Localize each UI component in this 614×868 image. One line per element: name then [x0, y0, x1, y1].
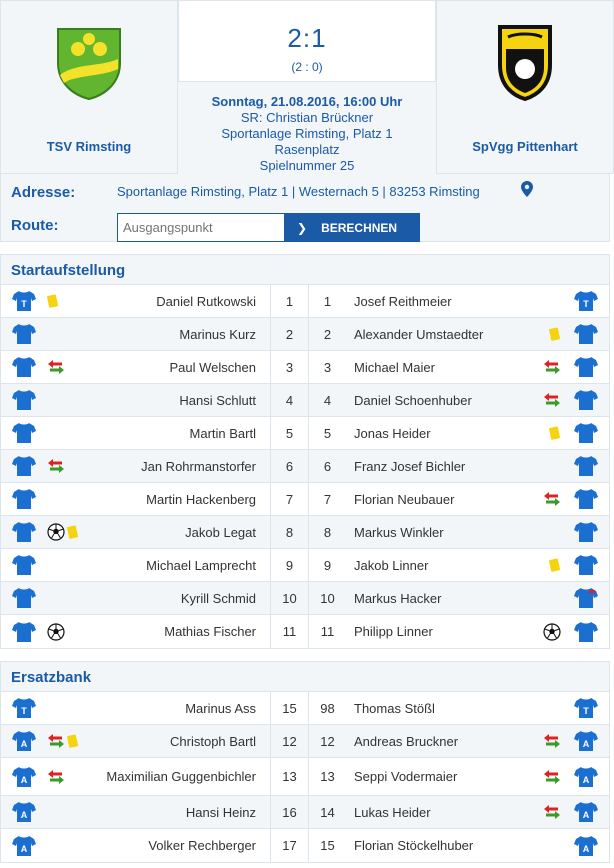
substitution-icon — [543, 805, 563, 819]
jersey-icon — [1, 521, 47, 543]
home-player-name[interactable]: Paul Welschen — [169, 359, 256, 375]
home-player-number: 16 — [270, 796, 308, 828]
jersey-icon — [1, 290, 47, 312]
player-row — [1, 318, 609, 351]
jersey-icon — [1, 422, 47, 444]
jersey-icon — [1, 389, 47, 411]
match-info — [212, 94, 403, 174]
svg-text:A: A — [20, 739, 28, 749]
home-player-name[interactable]: Christoph Bartl — [170, 733, 256, 749]
lineup-section — [0, 254, 610, 649]
home-events — [47, 734, 95, 749]
player-row — [1, 582, 609, 615]
address-label: Adresse: — [11, 184, 76, 201]
jersey-icon — [563, 587, 609, 609]
away-player-number: 11 — [308, 615, 346, 648]
yellow-card-icon — [67, 525, 81, 540]
yellow-card-icon — [549, 426, 563, 441]
player-row — [1, 725, 609, 758]
bench-section — [0, 661, 610, 863]
away-events — [515, 805, 563, 819]
jersey-icon — [563, 554, 609, 576]
jersey-icon — [1, 356, 47, 378]
jersey-icon — [1, 766, 47, 788]
svg-text:A: A — [582, 774, 590, 785]
jersey-icon — [563, 356, 609, 378]
jersey-icon — [563, 835, 609, 857]
substitution-icon — [543, 393, 563, 407]
referee: SR: Christian Brückner — [240, 110, 374, 125]
away-player-name[interactable]: Daniel Schoenhuber — [354, 392, 472, 408]
home-player-number: 5 — [270, 417, 308, 449]
jersey-icon — [563, 422, 609, 444]
jersey-icon — [563, 521, 609, 543]
away-player-number: 2 — [308, 318, 346, 350]
away-events — [515, 558, 563, 573]
jersey-icon — [563, 389, 609, 411]
home-player-number: 8 — [270, 516, 308, 548]
halftime-score: (2 : 0) — [291, 60, 323, 74]
away-player-number: 98 — [308, 692, 346, 724]
svg-text:T: T — [21, 706, 27, 716]
jersey-icon — [563, 801, 609, 823]
match-date: Sonntag, 21.08.2016, 16:00 Uhr — [211, 94, 403, 109]
map-pin-icon[interactable] — [521, 181, 533, 197]
jersey-icon — [563, 621, 609, 643]
jersey-icon — [1, 488, 47, 510]
away-player-number: 7 — [308, 483, 346, 515]
away-player-name[interactable]: Thomas Stößl — [354, 700, 435, 716]
home-player-number: 15 — [270, 692, 308, 724]
away-player-number: 3 — [308, 351, 346, 383]
substitution-icon — [543, 734, 563, 748]
chevron-right-icon: ❯ — [297, 220, 308, 235]
player-row — [1, 796, 609, 829]
svg-text:T: T — [583, 706, 589, 716]
away-player-number: 9 — [308, 549, 346, 581]
home-player-name[interactable]: Martin Bartl — [189, 425, 256, 441]
home-player-number: 10 — [270, 582, 308, 614]
home-player-name[interactable]: Hansi Schlutt — [179, 392, 256, 408]
home-player-number: 1 — [270, 285, 308, 317]
match-header — [0, 0, 614, 174]
home-player-name[interactable]: Mathias Fischer — [164, 624, 256, 639]
away-player-number: 1 — [308, 285, 346, 317]
substitution-icon — [543, 360, 563, 374]
home-player-name[interactable]: Jan Rohrmanstorfer — [141, 458, 256, 474]
player-row — [1, 829, 609, 862]
home-player-name[interactable]: Michael Lamprecht — [146, 557, 256, 573]
jersey-icon — [1, 455, 47, 477]
home-player-name[interactable]: Martin Hackenberg — [146, 491, 256, 507]
substitution-icon — [543, 492, 563, 506]
away-player-name[interactable]: Markus Hacker — [354, 590, 442, 606]
home-events — [47, 770, 95, 784]
home-player-number: 7 — [270, 483, 308, 515]
away-team[interactable] — [436, 0, 614, 174]
player-row — [1, 692, 609, 725]
away-events — [515, 393, 563, 407]
calculate-route-label: BERECHNEN — [321, 220, 398, 235]
away-player-name[interactable]: Andreas Bruckner — [354, 733, 459, 749]
away-player-name[interactable]: Philipp Linner — [354, 624, 433, 639]
jersey-icon — [1, 835, 47, 857]
player-row — [1, 450, 609, 483]
player-row — [1, 615, 609, 648]
jersey-icon — [563, 697, 609, 719]
svg-text:A: A — [20, 774, 28, 785]
away-events — [515, 360, 563, 374]
address-text[interactable]: Sportanlage Rimsting, Platz 1 | Westernach 5 | 83253 Rimsting — [117, 184, 480, 199]
home-events — [47, 523, 95, 541]
home-events — [47, 294, 95, 309]
home-player-number: 2 — [270, 318, 308, 350]
substitution-icon — [47, 360, 67, 374]
home-player-number: 13 — [270, 758, 308, 795]
jersey-icon — [1, 554, 47, 576]
substitution-icon — [543, 770, 563, 784]
jersey-icon — [563, 488, 609, 510]
away-player-number: 14 — [308, 796, 346, 828]
jersey-icon — [1, 730, 47, 752]
home-team-name[interactable]: TSV Rimsting — [46, 139, 132, 154]
away-player-name[interactable]: Josef Reithmeier — [354, 293, 452, 309]
away-player-number: 12 — [308, 725, 346, 757]
away-player-number: 8 — [308, 516, 346, 548]
away-player-name[interactable]: Lukas Heider — [354, 804, 431, 820]
goal-ball-icon — [47, 523, 67, 541]
surface: Rasenplatz — [274, 142, 340, 157]
jersey-icon — [1, 801, 47, 823]
away-player-name[interactable]: Markus Winkler — [354, 524, 444, 540]
jersey-icon — [563, 730, 609, 752]
home-events — [47, 360, 95, 374]
svg-text:T: T — [583, 299, 589, 309]
home-player-number: 17 — [270, 829, 308, 862]
jersey-icon — [563, 766, 609, 788]
svg-text:A: A — [582, 739, 590, 749]
goal-ball-icon — [543, 623, 563, 641]
away-team-name[interactable]: SpVgg Pittenhart — [472, 139, 578, 154]
away-player-number: 13 — [308, 758, 346, 795]
away-player-name[interactable]: Franz Josef Bichler — [354, 458, 466, 474]
home-player-number: 6 — [270, 450, 308, 482]
address-panel — [0, 174, 610, 242]
bench-title: Ersatzbank — [1, 662, 609, 692]
jersey-icon — [563, 455, 609, 477]
away-events — [515, 734, 563, 748]
player-row — [1, 417, 609, 450]
home-player-name[interactable]: Marinus Kurz — [179, 326, 256, 342]
home-player-name[interactable]: Hansi Heinz — [185, 804, 256, 820]
home-player-name[interactable]: Marinus Ass — [185, 700, 256, 716]
yellow-card-icon — [47, 294, 61, 309]
jersey-icon — [1, 621, 47, 643]
jersey-icon — [1, 697, 47, 719]
svg-text:A: A — [582, 810, 590, 820]
lineup-title: Startaufstellung — [1, 255, 609, 285]
home-events — [47, 623, 95, 641]
svg-text:T: T — [21, 299, 27, 309]
home-events — [47, 459, 95, 473]
away-events — [515, 492, 563, 506]
home-crest-icon — [50, 23, 128, 101]
player-row — [1, 285, 609, 318]
home-team[interactable] — [0, 0, 178, 174]
away-player-number: 5 — [308, 417, 346, 449]
away-player-number: 10 — [308, 582, 346, 614]
jersey-icon — [1, 587, 47, 609]
home-player-name[interactable]: Maximilian Guggenbichler — [106, 769, 256, 784]
substitution-icon — [47, 770, 67, 784]
match-number: Spielnummer 25 — [259, 158, 355, 173]
svg-text:A: A — [20, 843, 28, 854]
home-player-number: 3 — [270, 351, 308, 383]
player-row — [1, 384, 609, 417]
route-start-input[interactable] — [117, 213, 285, 242]
away-player-number: 15 — [308, 829, 346, 862]
yellow-card-icon — [549, 327, 563, 342]
svg-text:A: A — [20, 810, 28, 820]
away-events — [515, 426, 563, 441]
home-player-number: 11 — [270, 615, 308, 648]
away-events — [515, 623, 563, 641]
away-events — [515, 327, 563, 342]
away-events — [515, 770, 563, 784]
jersey-icon — [563, 290, 609, 312]
away-crest-icon — [486, 23, 564, 101]
away-player-name[interactable]: Florian Neubauer — [354, 491, 455, 507]
home-player-name[interactable]: Kyrill Schmid — [180, 590, 256, 606]
yellow-card-icon — [549, 558, 563, 573]
home-player-name[interactable]: Daniel Rutkowski — [156, 293, 256, 309]
venue: Sportanlage Rimsting, Platz 1 — [221, 126, 393, 141]
away-player-number: 6 — [308, 450, 346, 482]
player-row — [1, 516, 609, 549]
svg-text:A: A — [582, 843, 590, 854]
away-player-name[interactable]: Michael Maier — [354, 359, 435, 375]
away-player-number: 4 — [308, 384, 346, 416]
home-player-name[interactable]: Volker Rechberger — [148, 838, 256, 853]
away-player-name[interactable]: Seppi Vodermaier — [354, 769, 458, 784]
home-player-number: 9 — [270, 549, 308, 581]
away-player-name[interactable]: Jakob Linner — [354, 557, 429, 573]
away-player-name[interactable]: Florian Stöckelhuber — [354, 838, 474, 853]
goal-ball-icon — [47, 623, 67, 641]
home-player-number: 12 — [270, 725, 308, 757]
away-player-name[interactable]: Jonas Heider — [354, 425, 431, 441]
player-row — [1, 483, 609, 516]
home-player-number: 4 — [270, 384, 308, 416]
home-player-name[interactable]: Jakob Legat — [185, 524, 256, 540]
substitution-icon — [47, 734, 67, 748]
route-label: Route: — [11, 217, 59, 234]
jersey-icon — [1, 323, 47, 345]
player-row — [1, 549, 609, 582]
calculate-route-button[interactable] — [285, 213, 420, 242]
away-player-name[interactable]: Alexander Umstaedter — [354, 326, 484, 342]
final-score: 2:1 — [287, 23, 327, 53]
player-row — [1, 351, 609, 384]
player-row — [1, 758, 609, 796]
scoreboard — [178, 0, 436, 82]
yellow-card-icon — [67, 734, 81, 749]
substitution-icon — [47, 459, 67, 473]
jersey-icon — [563, 323, 609, 345]
